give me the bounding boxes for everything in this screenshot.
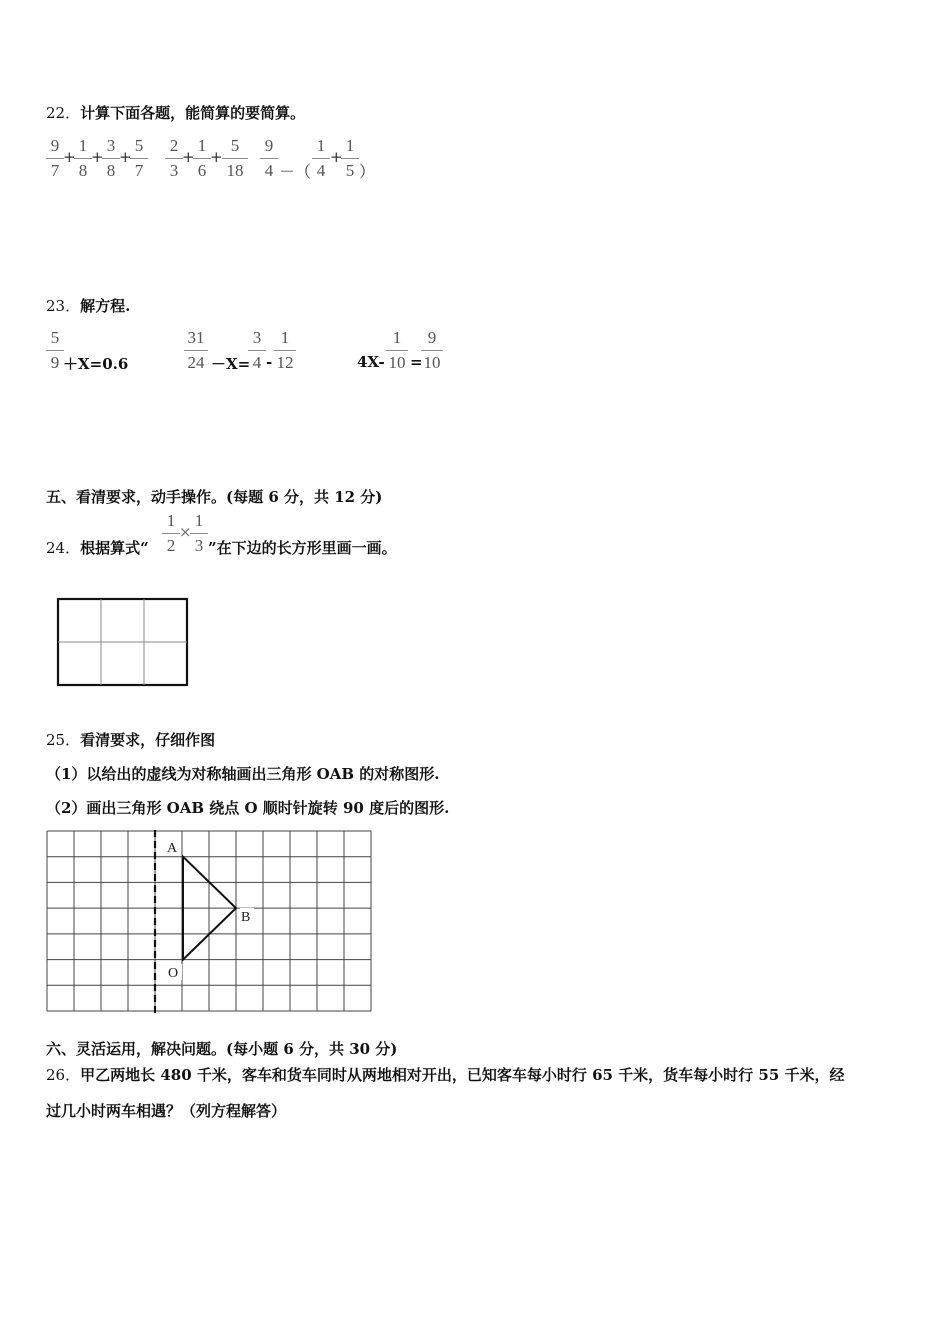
- fraction: 5 18: [220, 136, 250, 181]
- label-a: A: [167, 841, 178, 856]
- fraction: 5 9: [44, 328, 66, 373]
- q26-number: 26．: [46, 1066, 81, 1084]
- q26-line1: [46, 1064, 845, 1085]
- label-b: B: [241, 910, 251, 925]
- q24-number: 24．: [46, 539, 81, 557]
- fraction: 9 7: [44, 136, 66, 181]
- plus-sign: +: [119, 148, 132, 166]
- fraction: 1 2: [160, 511, 182, 556]
- fraction: 9 4: [258, 136, 280, 181]
- q22-title: 计算下面各题，能简算的要简算。: [80, 104, 306, 122]
- plus-sign: +: [182, 148, 195, 166]
- grid-lines: [47, 831, 371, 1011]
- q23-title: 解方程.: [80, 297, 131, 315]
- eq2-mid: －X=: [211, 355, 251, 373]
- eq3-prefix: 4X-: [357, 353, 385, 371]
- fraction: 2 3: [163, 136, 185, 181]
- fraction: 3 4: [246, 328, 268, 373]
- plus-sign: +: [63, 148, 76, 166]
- q24-prefix: 根据算式“: [80, 539, 149, 557]
- q23-number: 23．: [46, 297, 81, 315]
- fraction: 1 8: [72, 136, 94, 181]
- q24-rectangle: [56, 597, 190, 689]
- q25-part2: （2）画出三角形 OAB 绕点 O 顺时针旋转 90 度后的图形.: [46, 799, 450, 817]
- q25-part1: （1）以给出的虚线为对称轴画出三角形 OAB 的对称图形.: [46, 765, 440, 783]
- q23-heading: [46, 295, 130, 316]
- q24-suffix: ”在下边的长方形里画一画。: [208, 539, 397, 557]
- plus-sign: +: [91, 148, 104, 166]
- fraction: 3 8: [100, 136, 122, 181]
- plus-sign: +: [210, 148, 223, 166]
- label-o: O: [168, 966, 179, 981]
- q25-grid: [46, 830, 374, 1016]
- section5-title: 五、看清要求，动手操作。(每题 6 分，共 12 分): [46, 488, 383, 506]
- close-paren: ）: [359, 162, 376, 181]
- q25-heading: [46, 729, 215, 750]
- q22-heading: [46, 102, 305, 123]
- minus-sign: -: [266, 353, 273, 371]
- q24-number-prefix: [46, 537, 149, 558]
- fraction: 31 24: [182, 328, 210, 373]
- fraction: 1 12: [272, 328, 298, 373]
- minus-open-paren: －（: [279, 162, 312, 181]
- fraction: 5 7: [128, 136, 150, 181]
- fraction: 1 6: [191, 136, 213, 181]
- section6-title: 六、灵活运用，解决问题。(每小题 6 分，共 30 分): [46, 1040, 398, 1058]
- q26-line2: 过几小时两车相遇？（列方程解答）: [46, 1102, 287, 1120]
- equals-sign: =: [410, 353, 423, 371]
- fraction: 9 10: [419, 328, 445, 373]
- fraction: 1 4: [310, 136, 332, 181]
- fraction: 1 5: [339, 136, 361, 181]
- q25-title: 看清要求，仔细作图: [80, 731, 216, 749]
- eq1-rest: ＋X=0.6: [63, 355, 129, 373]
- fraction: 1 10: [384, 328, 410, 373]
- q26-text-line1: 甲乙两地长 480 千米，客车和货车同时从两地相对开出，已知客车每小时行 65 千米，货车每小时行 55 千米，经: [80, 1066, 845, 1084]
- times-sign: ×: [179, 523, 192, 541]
- q22-number: 22．: [46, 104, 81, 122]
- fraction: 1 3: [188, 511, 210, 556]
- q25-number: 25．: [46, 731, 81, 749]
- plus-sign: +: [330, 148, 343, 166]
